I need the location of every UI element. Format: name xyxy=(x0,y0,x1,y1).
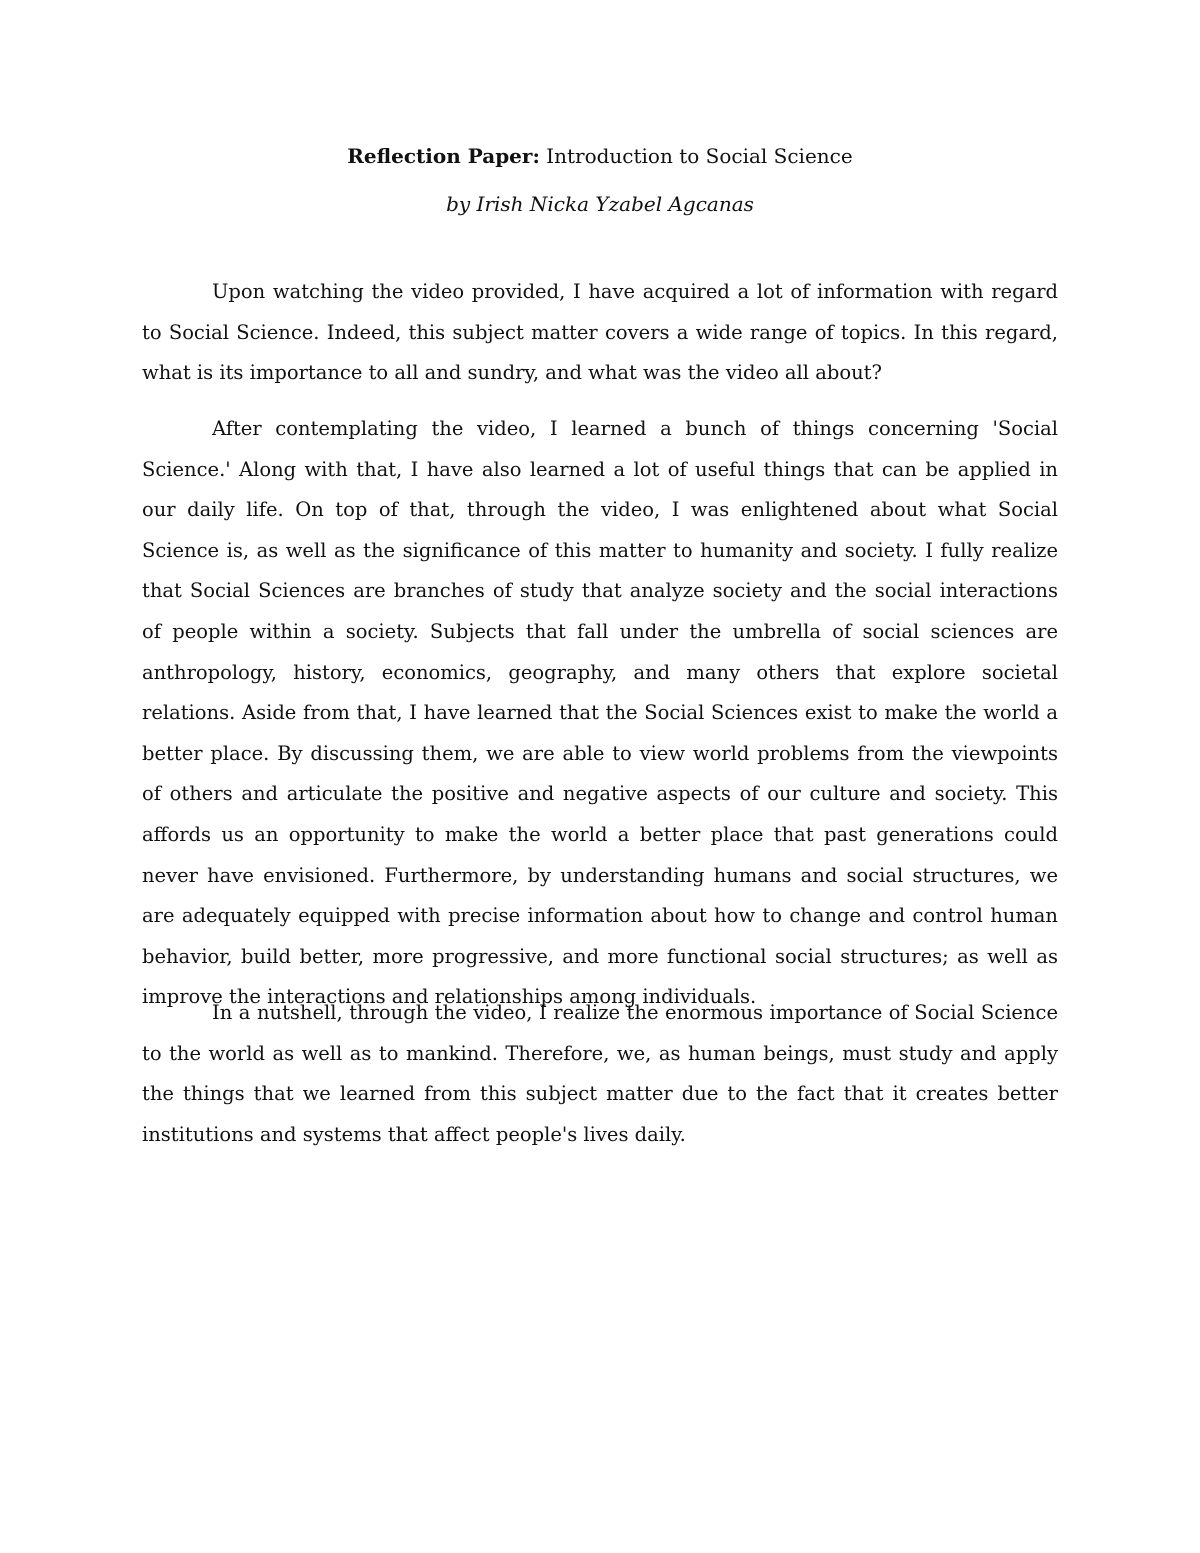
body-paragraph-2: After contemplating the video, I learned a bunch of things concerning 'Social Science.' Along with that, I have also learned a lot of useful things that can be applied in our daily life. On top of that, through the video, I was enlightened about what Social Science is, as well as the significance of this matter to humanity and society. I fully realize that Social Sciences are branches of study that analyze society and the social interactions of people within a society. Subjects that fall under the umbrella of social sciences are anthropology, history, economics, geography, and many others that explore societal relations. Aside from that, I have learned that the Social Sciences exist to make the world a better place. By discussing them, we are able to view world problems from the viewpoints of others and articulate the positive and negative aspects of our culture and society. This affords us an opportunity to make the world a better place that past generations could never have envisioned. Furthermore, by understanding humans and social structures, we are adequately equipped with precise information about how to change and control human behavior, build better, more progressive, and more functional social structures; as well as improve the interactions and relationships among individuals. xyxy=(142,417,1058,1009)
paper-title xyxy=(142,142,1058,170)
paper-title-subject: Introduction to Social Science xyxy=(539,144,853,168)
body-paragraph-3: In a nutshell, through the video, I realize the enormous importance of Social Science to the world as well as to mankind. Therefore, we, as human beings, must study and apply the things that we learned from this subject matter due to the fact that it creates better institutions and systems that affect people's lives daily. xyxy=(142,1001,1058,1146)
body-paragraph-1: Upon watching the video provided, I have acquired a lot of information with regard to Social Science. Indeed, this subject matter covers a wide range of topics. In this regard, what is its importance to all and sundry, and what was the video all about? xyxy=(142,280,1058,385)
paper-title-label: Reflection Paper: xyxy=(347,144,540,168)
paper-author: by Irish Nicka Yzabel Agcanas xyxy=(446,192,754,216)
